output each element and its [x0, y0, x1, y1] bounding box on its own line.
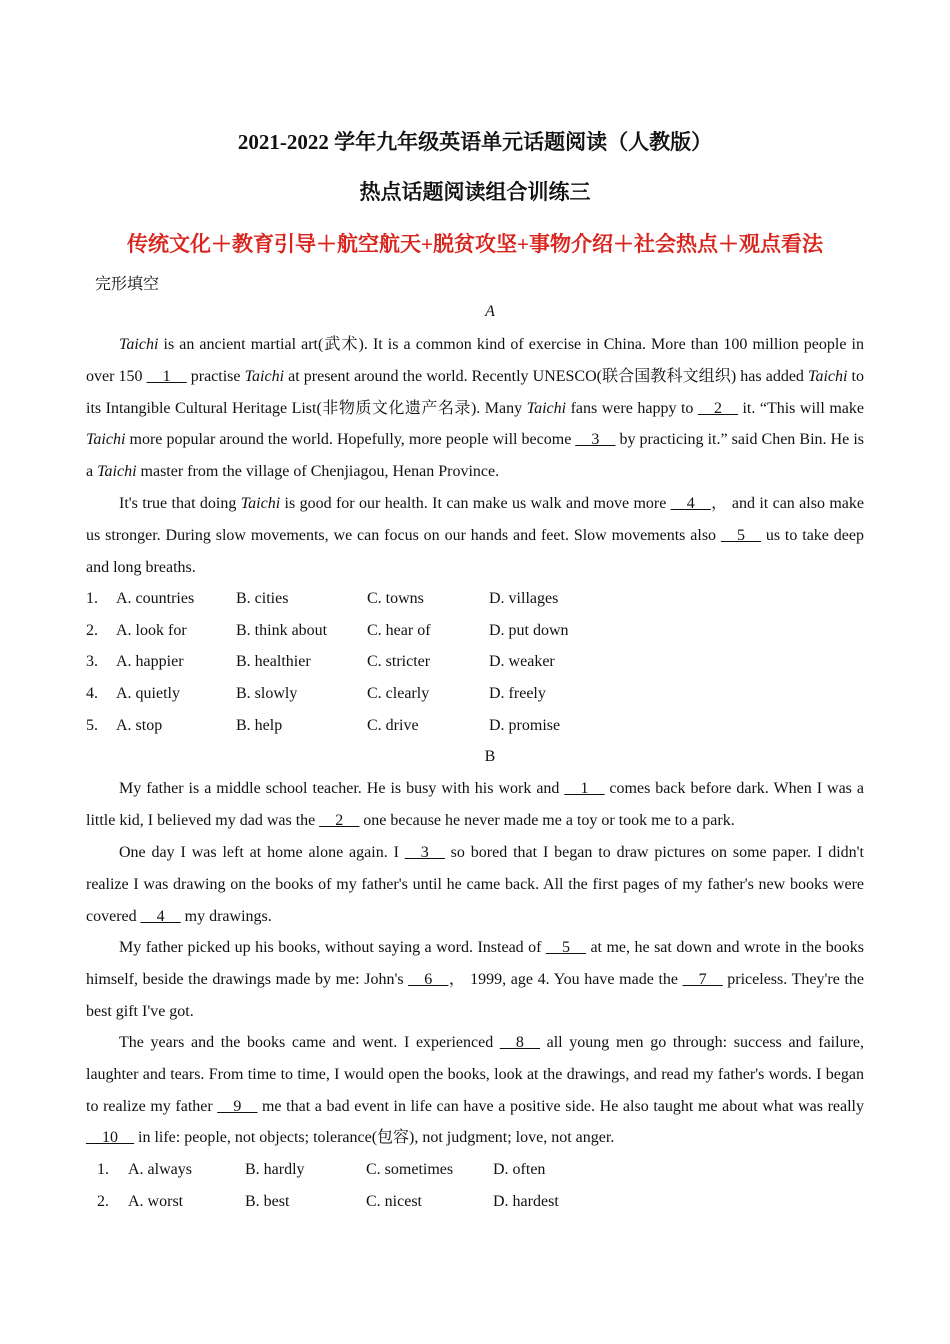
blank-b4: __4__ — [140, 907, 181, 925]
passage-b-letter: B — [484, 748, 496, 765]
blank-a5: __5__ — [720, 526, 761, 544]
topic-line: 传统文化＋教育引导＋航空航天+脱贫攻坚+事物介绍＋社会热点＋观点看法 — [127, 232, 823, 256]
blank-b10: __10__ — [86, 1129, 134, 1147]
blank-a2: __2__ — [697, 399, 738, 417]
document-page: 2021-2022 学年九年级英语单元话题阅读（人教版） 热点话题阅读组合训练三 传统文化＋教育引导＋航空航天+脱贫攻坚+事物介绍＋社会热点＋观点看法 完形填空 A Taichi is an ancient martial art(武术). It is a common kind of exercise in China. More than 100 million people in over 150 __1__ practise Taichi at present around the world. Recently UNESCO(联合国教科文组织) has added Taichi to its Intangible Cultural Heritage List(非物质文化遗产名录). Many Taichi fans were happy to __2__ it. “This will make Taichi more popular around the world. Hopefully, more people will become __3__ by practicing it.” said Chen Bin. He is a Taichi master from the village of Chenjiagou, Henan Province. It's true that doing Taichi is good for our health. It can make us walk and move more __4__， and it can also make us stronger. During slow movements, we can focus on our hands and feet. Slow movements also __5__ us to take deep and long breaths. 1. A. countries B. cities C. towns D. villages 2. A. look for B. think about C. hear of D. put down 3. A. happier B. healthier C. stricter D. weaker 4. A. quietly B. slowly C. clearly D. freely 5. A. stop B. help C. drive D. promise B My father is a middle school teacher. He is busy with his work and __1__ comes back before dark. When I was a little kid, I believed my dad was the __2__ one because he never made me a toy or took me to a park. One day I was left at home alone again. I __3__ so bored that I began to draw pictures on some paper. I didn't realize I was drawing on the books of my father's until he came back. All the first pages of my father's new books were covered __4__ my drawings. My father picked up his books, without saying a word. Instead of __5__ at me, he sat down and wrote in the books himself, beside the drawings made by me: John's __6__， 1999, age 4. You have made the __7__ priceless. They're the best gift I've got. The years and the books came and went. I experienced __8__ all young men go through: success and failure, laughter and tears. From time to time, I would open the books, look at the drawings, and read my father's words. I began to realize my father __9__ me that a bad event in life can have a positive side. He also taught me about what was really __10__ in life: people, not objects; tolerance(包容), not judgment; love, not anger. 1. A. always B. hardly C. sometimes D. often 2. A. worst B. best C. nicest D. hardest — [0, 0, 950, 1344]
passage-b-paragraph-4: The years and the books came and went. I experienced __8__ all young men go through: success and failure, laughter and tears. From time to time, I would open the books, look at the drawings, and read my father's words. I began to realize my father __9__ me that a bad event in life can have a positive side. He also taught me about what was really __10__ in life: people, not objects; tolerance(包容), not judgment; love, not anger. — [86, 1034, 864, 1147]
blank-b5: __5__ — [545, 939, 586, 956]
blank-b1: __1__ — [564, 780, 605, 797]
document-subtitle: 热点话题阅读组合训练三 — [359, 180, 591, 204]
passage-b-paragraph-3: My father picked up his books, without saying a word. Instead of __5__ at me, he sat down and wrote in the books himself, beside the drawings made by me: John's __6__， 1999, age 4. You have made the __7__ priceless. They're the best gift I've got. — [86, 939, 865, 1020]
passage-b-paragraph-1: My father is a middle school teacher. He is busy with his work and __1__ comes back before dark. When I was a little kid, I believed my dad was the __2__ one because he never made me a toy or took me to a park. — [86, 780, 865, 829]
blank-b3: __3__ — [404, 844, 445, 861]
blank-b7: __7__ — [682, 970, 723, 988]
blank-b9: __9__ — [217, 1097, 258, 1115]
section-label: 完形填空 — [95, 274, 160, 293]
blank-a4: __4__ — [670, 495, 711, 512]
document-title: 2021-2022 学年九年级英语单元话题阅读（人教版） — [237, 130, 713, 154]
blank-a3: __3__ — [575, 431, 616, 449]
blank-b6: __6__ — [408, 970, 449, 988]
passage-a-letter: A — [485, 303, 495, 320]
passage-a-paragraph-2: It's true that doing Taichi is good for our health. It can make us walk and move more __4__， and it can also make us stronger. During slow movements, we can focus on our hands and feet. Slow movements also __5__ us to take deep and long breaths. — [86, 495, 864, 576]
passage-a-paragraph-1: Taichi is an ancient martial art(武术). It is a common kind of exercise in China. More than 100 million people in over 150 __1__ practise Taichi at present around the world. Recently UNESCO(联合国教科文组织) has added Taichi to its Intangible Cultural Heritage List(非物质文化遗产名录). Many Taichi fans were happy to __2__ it. “This will make Taichi more popular around the world. Hopefully, more people will become __3__ by practicing it.” said Chen Bin. He is a Taichi master from the village of Chenjiagou, Henan Province. — [86, 336, 865, 481]
blank-b8: __8__ — [499, 1034, 540, 1051]
blank-a1: __1__ — [146, 367, 187, 385]
passage-b-paragraph-2: One day I was left at home alone again. I __3__ so bored that I began to draw pictures on some paper. I didn't realize I was drawing on the books of my father's until he came back. All the first pages of my father's new books were covered __4__ my drawings. — [86, 844, 864, 925]
blank-b2: __2__ — [319, 811, 360, 829]
